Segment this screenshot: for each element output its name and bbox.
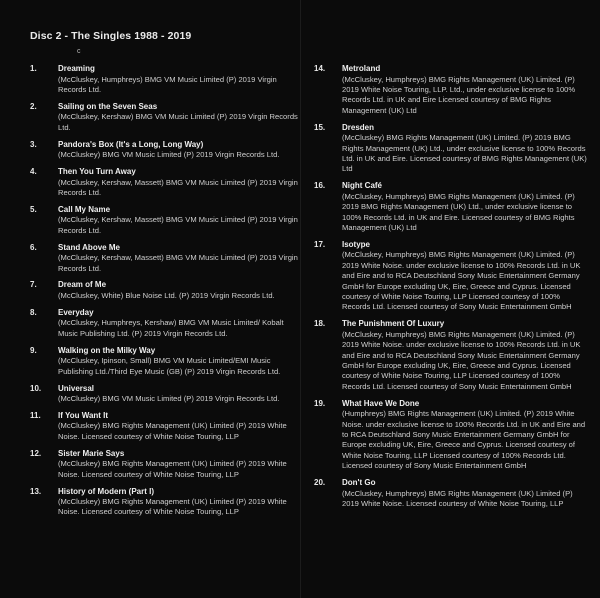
track-title: Pandora's Box (It's a Long, Long Way) [58, 139, 204, 149]
track-number: 2. [30, 101, 37, 111]
track-credit: (McCluskey, Kershaw, Massett) BMG VM Music Limited (P) 2019 Virgin Records Ltd. [58, 215, 298, 235]
track-entry [314, 319, 590, 392]
track-entry [30, 102, 300, 133]
track-title: Don't Go [342, 478, 376, 488]
track-credit: (McCluskey) BMG Rights Management (UK) Limited (P) 2019 White Noise. Licensed courtesy of White Noise Touring, LLP [58, 497, 287, 517]
track-title: The Punishment Of Luxury [342, 319, 445, 329]
track-entry [30, 449, 300, 480]
track-title: Metroland [342, 64, 381, 73]
track-entry [30, 64, 300, 95]
track-title: Isotype [342, 239, 371, 249]
track-entry [314, 399, 590, 472]
track-title: Night Café [342, 181, 382, 191]
track-title: What Have We Done [342, 398, 420, 408]
track-credit: (Humphreys) BMG Rights Management (UK) Limited. (P) 2019 White Noise. under exclusive license to 100% Records Ltd. in UK and Eire and to RCA Deutschland Sony Music Entertainment Germany GmbH for Europe excluding UK, Eire, Greece and Cyprus. Licensed courtesy of White Noise Touring, LLP Licensed courtesy of 100% Records Ltd. Licensed courtesy of Sony Music Entertainment GmbH [342, 409, 586, 471]
track-credit: (McCluskey, Humphreys) BMG Rights Management (UK) Limited. (P) 2019 White Noise Touring, LLP. Ltd., under exclusive license to 100% Records Ltd. in UK and Eire Licensed courtesy of BMG Rights Management (UK) Ltd [342, 74, 576, 115]
track-entry [30, 346, 300, 377]
track-number: 4. [30, 167, 37, 177]
track-title: Dresden [342, 122, 375, 132]
page-fold [300, 0, 301, 598]
track-number: 11. [30, 410, 41, 420]
track-credit: (McCluskey, Humphreys, Kershaw) BMG VM Music Limited/ Kobalt Music Publishing Ltd. (P) 2019 Virgin Records Ltd. [58, 318, 284, 338]
track-number: 8. [30, 307, 37, 317]
track-credit: (McCluskey, Humphreys) BMG Rights Management (UK) Limited. (P) 2019 White Noise. under exclusive license to 100% Records Ltd. in UK and Eire and to RCA Deutschland Sony Music Entertainment Germany GmbH for Europe excluding UK, Eire, Greece and Cyprus. Licensed courtesy of White Noise Touring, LLP Licensed courtesy of 100% Records Ltd. Licensed courtesy of Sony Music Entertainment GmbH [342, 329, 581, 391]
tracklist-right-column [314, 64, 590, 516]
track-title: Universal [58, 383, 95, 393]
small-mark: c [77, 48, 81, 55]
track-credit: (McCluskey, Ipinson, Small) BMG VM Music Limited/EMI Music Publishing Ltd./Third Eye Music (GB) (P) 2019 Virgin Records Ltd. [58, 356, 281, 376]
track-entry [30, 280, 300, 301]
track-number: 19. [314, 398, 326, 408]
track-title: Stand Above Me [58, 242, 120, 252]
track-entry [30, 411, 300, 442]
track-number: 13. [30, 486, 42, 496]
track-entry [30, 140, 300, 161]
track-title: Sailing on the Seven Seas [58, 101, 158, 111]
track-entry [314, 181, 590, 233]
track-credit: (McCluskey) BMG Rights Management (UK) Limited (P) 2019 White Noise. Licensed courtesy of White Noise Touring, LLP [58, 421, 287, 441]
track-credit: (McCluskey) BMG VM Music Limited (P) 2019 Virgin Records Ltd. [58, 394, 280, 403]
track-credit: (McCluskey) BMG VM Music Limited (P) 2019 Virgin Records Ltd. [58, 150, 280, 160]
track-entry [30, 487, 300, 518]
track-number: 20. [314, 478, 326, 488]
track-credit: (McCluskey) BMG Rights Management (UK) Limited. (P) 2019 BMG Rights Management (UK) Ltd., under exclusive license to 100% Records Ltd. in UK and Eire. Licensed courtesy of BMG Rights Management (UK) Ltd [342, 133, 587, 174]
track-credit: (McCluskey, Humphreys) BMG Rights Management (UK) Limited (P) 2019 White Noise. Licensed courtesy of White Noise Touring, LLP [342, 488, 573, 509]
disc-heading: Disc 2 - The Singles 1988 - 2019 [30, 30, 192, 42]
track-title: History of Modern (Part I) [58, 486, 155, 496]
track-credit: (McCluskey, Humphreys) BMG VM Music Limited (P) 2019 Virgin Records Ltd. [58, 74, 277, 94]
track-title: Sister Marie Says [58, 448, 125, 458]
track-title: Dreaming [58, 64, 95, 73]
track-number: 1. [30, 64, 37, 73]
track-number: 18. [314, 319, 326, 329]
track-number: 5. [30, 204, 37, 214]
track-credit: (McCluskey) BMG Rights Management (UK) Limited (P) 2019 White Noise. Licensed courtesy of White Noise Touring, LLP [58, 459, 287, 479]
track-credit: (McCluskey, Kershaw) BMG VM Music Limited (P) 2019 Virgin Records Ltd. [58, 112, 298, 132]
track-title: Walking on the Milky Way [58, 345, 156, 355]
track-entry [314, 64, 590, 116]
track-entry [30, 308, 300, 339]
track-entry [30, 384, 300, 405]
track-credit: (McCluskey, Kershaw, Massett) BMG VM Music Limited (P) 2019 Virgin Records Ltd. [58, 177, 298, 197]
track-entry [314, 478, 590, 509]
track-number: 16. [314, 181, 326, 191]
track-credit: (McCluskey, Humphreys) BMG Rights Management (UK) Limited. (P) 2019 White Noise. under exclusive license to 100% Records Ltd. in UK and Eire and to RCA Deutschland Sony Music Entertainment Germany GmbH for Europe excluding UK, Eire, Greece and Cyprus. Licensed courtesy of White Noise Touring, LLP Licensed courtesy of 100% Records Ltd. Licensed courtesy of Sony Music Entertainment GmbH [342, 250, 581, 312]
track-entry [314, 123, 590, 175]
track-number: 14. [314, 64, 326, 73]
track-entry [30, 205, 300, 236]
track-entry [30, 243, 300, 274]
track-credit: (McCluskey, Kershaw, Massett) BMG VM Music Limited (P) 2019 Virgin Records Ltd. [58, 253, 298, 273]
track-number: 7. [30, 280, 37, 290]
track-number: 3. [30, 139, 37, 149]
track-credit: (McCluskey, White) Blue Noise Ltd. (P) 2019 Virgin Records Ltd. [58, 290, 275, 300]
tracklist-left-column [30, 64, 300, 524]
track-number: 10. [30, 383, 42, 393]
track-number: 12. [30, 448, 42, 458]
track-number: 9. [30, 345, 37, 355]
track-entry [314, 240, 590, 313]
track-title: Then You Turn Away [58, 167, 136, 177]
track-title: Call My Name [58, 204, 111, 214]
track-number: 15. [314, 122, 326, 132]
track-title: Everyday [58, 307, 94, 317]
track-entry [30, 167, 300, 198]
track-title: If You Want It [58, 410, 109, 420]
track-number: 17. [314, 239, 326, 249]
track-title: Dream of Me [58, 280, 107, 290]
track-number: 6. [30, 242, 37, 252]
track-credit: (McCluskey, Humphreys) BMG Rights Management (UK) Limited. (P) 2019 BMG Rights Management (UK) Ltd., under exclusive license to 100% Records Ltd. in UK and Eire. Licensed courtesy of BMG Rights Management (UK) Ltd [342, 191, 575, 232]
